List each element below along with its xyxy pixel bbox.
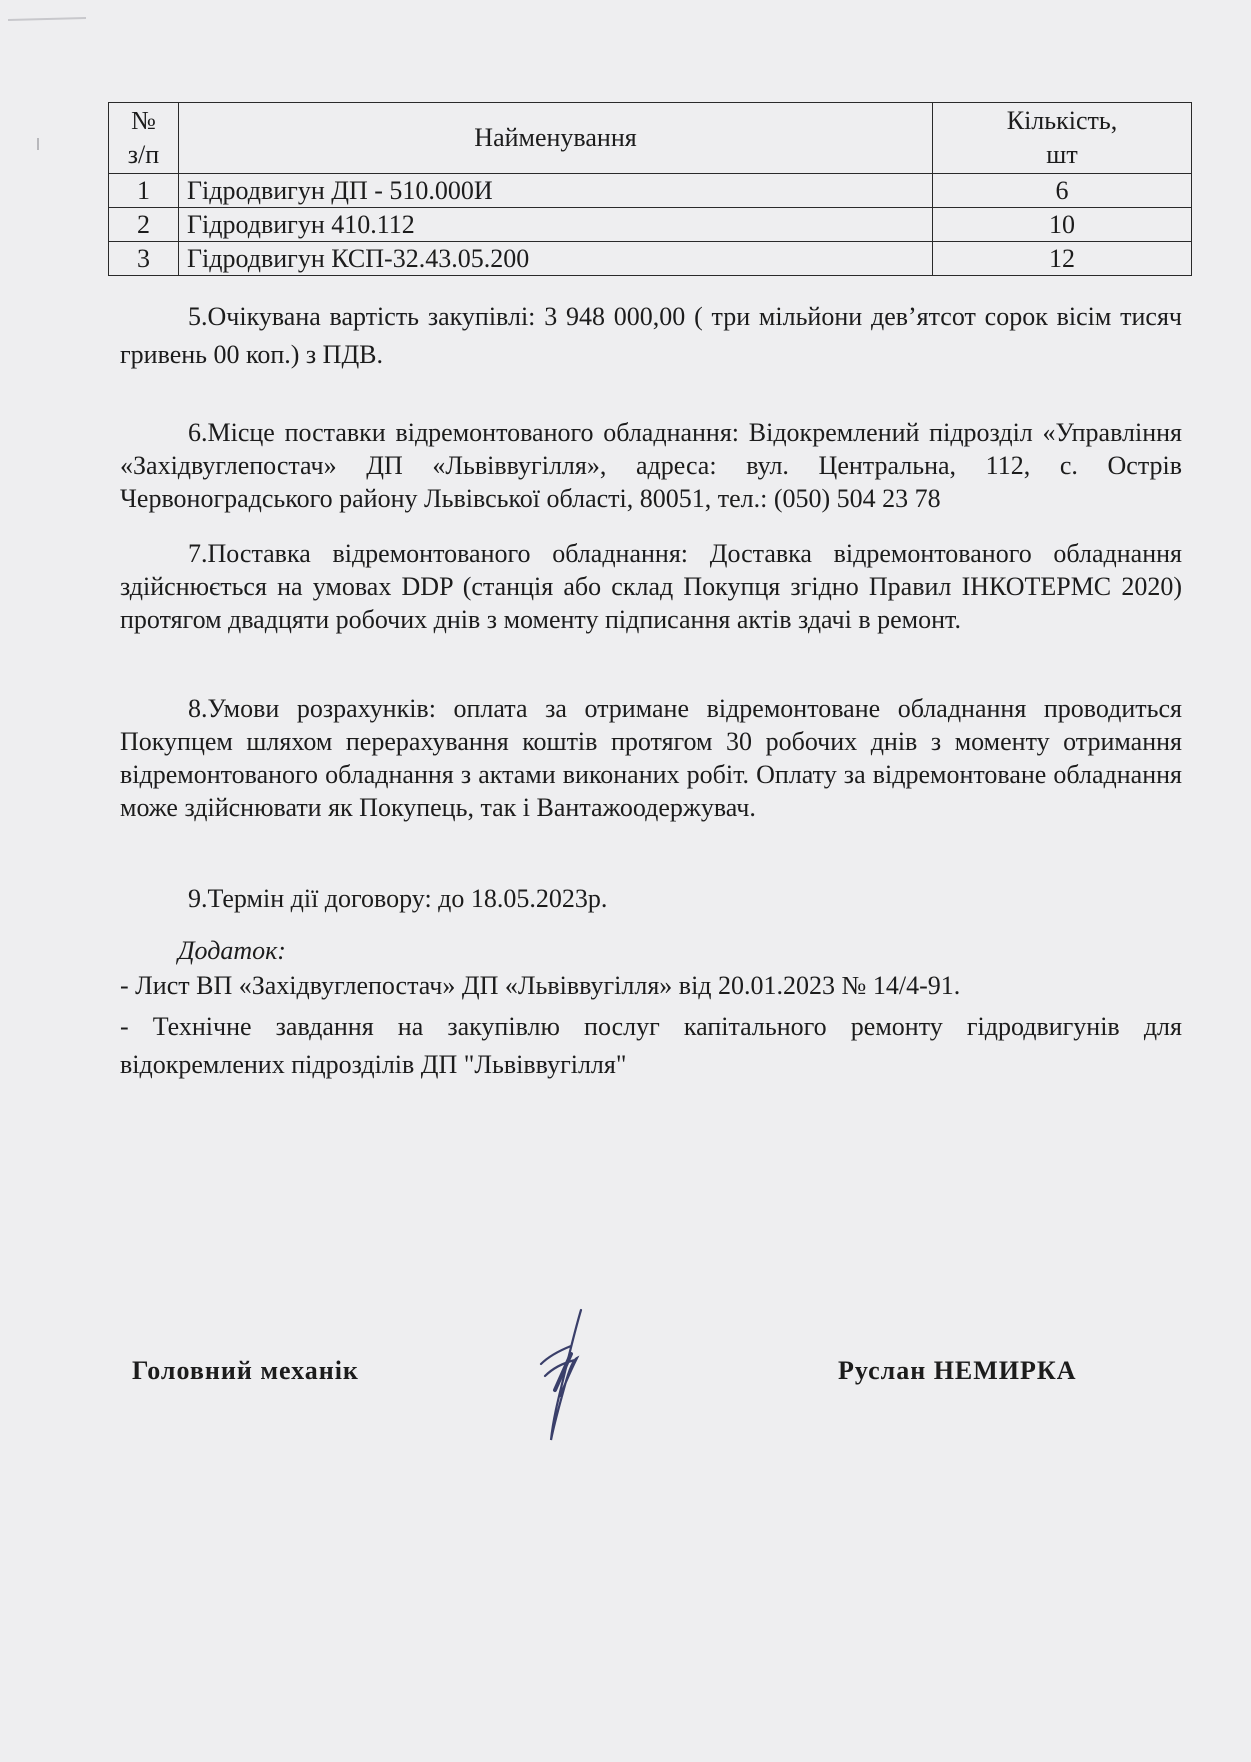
signatory-name: Руслан НЕМИРКА [838,1356,1077,1385]
row-name: Гідродвигун ДП - 510.000И [179,174,933,208]
handwritten-signature [525,1300,605,1450]
row-name: Гідродвигун КСП-32.43.05.200 [179,242,933,276]
appendix-item: - Лист ВП «Західвуглепостач» ДП «Львіввугілля» від 20.01.2023 № 14/4-91. [120,971,961,1000]
row-num: 2 [109,208,179,242]
header-num-line1: № [131,106,156,135]
paragraph-7: 7.Поставка відремонтованого обладнання: Доставка відремонтованого обладнання здійснюється на умовах DDP (станція або склад Покупця згідно Правил ІНКОТЕРМС 2020) протягом двадцяти робочих днів з моменту підписання актів здачі в ремонт. [120,539,1182,634]
table-row [109,208,1192,242]
appendix-title: Додаток: [178,936,286,965]
row-num: 1 [109,174,179,208]
header-qty-line1: Кількість, [1006,106,1118,135]
header-num [109,103,179,174]
scan-marks [0,0,120,200]
appendix-item: - Технічне завдання на закупівлю послуг капітального ремонту гідродвигунів для відокремлених підрозділів ДП "Львіввугілля" [120,1012,1182,1079]
paragraph-9: 9.Термін дії договору: до 18.05.2023р. [188,884,608,913]
header-qty [933,103,1192,174]
items-table [108,102,1192,276]
paragraph-5: 5.Очікувана вартість закупівлі: 3 948 000,00 ( три мільйони дев’ятсот сорок вісім тисяч гривень 00 коп.) з ПДВ. [120,302,1182,369]
row-qty: 12 [933,242,1192,276]
row-name: Гідродвигун 410.112 [179,208,933,242]
table-row [109,242,1192,276]
row-num: 3 [109,242,179,276]
signatory-position: Головний механік [132,1356,359,1385]
header-qty-line2: шт [1046,140,1078,169]
paragraph-8: 8.Умови розрахунків: оплата за отримане відремонтоване обладнання проводиться Покупцем шляхом перерахування коштів протягом 30 робочих днів з моменту отримання відремонтованого обладнання з актами виконаних робіт. Оплату за відремонтоване обладнання може здійснювати як Покупець, так і Вантажоодержувач. [120,694,1182,822]
row-qty: 6 [933,174,1192,208]
header-name: Найменування [179,103,933,174]
table-header-row [109,103,1192,174]
row-qty: 10 [933,208,1192,242]
table-row [109,174,1192,208]
paragraph-6: 6.Місце поставки відремонтованого обладнання: Відокремлений підрозділ «Управління «Західвуглепостач» ДП «Львіввугілля», адреса: вул. Центральна, 112, с. Острів Червоноградського району Львівської області, 80051, тел.: (050) 504 23 78 [120,418,1182,513]
header-num-line2: з/п [127,140,160,169]
